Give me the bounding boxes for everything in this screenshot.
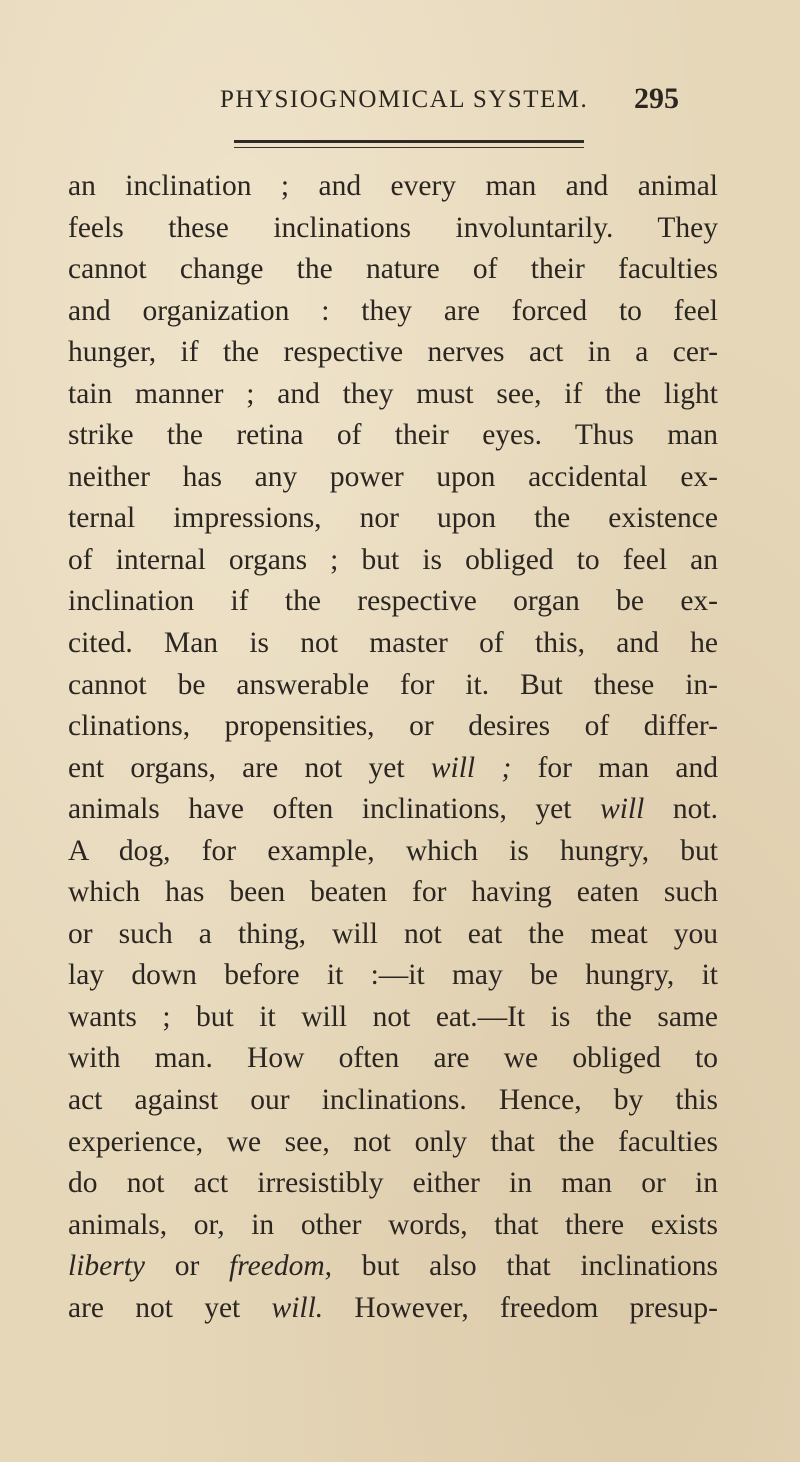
text-line: inclination if the respective organ be ex- xyxy=(68,585,718,618)
header-rule-thin xyxy=(234,147,584,148)
text-line: strike the retina of their eyes. Thus man xyxy=(68,419,718,452)
italic-segment: freedom, xyxy=(229,1250,332,1283)
text-line: with man. How often are we obliged to xyxy=(68,1042,718,1075)
text-segment: are not yet xyxy=(68,1291,272,1324)
text-segment: animals have often inclinations, yet xyxy=(68,793,601,826)
page-number: 295 xyxy=(634,82,679,115)
text-line: an inclination ; and every man and animal xyxy=(68,170,718,202)
text-line: or such a thing, will not eat the meat you xyxy=(68,917,718,950)
text-line: neither has any power upon accidental ex- xyxy=(68,460,718,493)
text-segment: for man and xyxy=(511,751,718,784)
text-line: act against our inclinations. Hence, by this xyxy=(68,1084,718,1117)
text-line: cited. Man is not master of this, and he xyxy=(68,627,718,660)
text-segment: or xyxy=(145,1250,230,1283)
italic-segment: will. xyxy=(271,1291,324,1324)
text-segment: but also that inclinations xyxy=(332,1250,718,1283)
text-line: ternal impressions, nor upon the existence xyxy=(68,502,718,535)
running-head xyxy=(220,82,720,126)
text-line: tain manner ; and they must see, if the light xyxy=(68,377,718,410)
text-line xyxy=(68,789,718,831)
italic-segment: liberty xyxy=(68,1250,146,1283)
text-line: hunger, if the respective nerves act in a cer- xyxy=(68,336,718,369)
text-line: feels these inclinations involuntarily. They xyxy=(68,211,718,244)
text-line: and organization : they are forced to feel xyxy=(68,294,718,327)
text-line: lay down before it :—it may be hungry, it xyxy=(68,959,718,992)
header-rule xyxy=(234,140,584,143)
text-line: animals, or, in other words, that there exists xyxy=(68,1208,718,1241)
text-line: of internal organs ; but is obliged to feel an xyxy=(68,543,718,576)
text-line: do not act irresistibly either in man or in xyxy=(68,1167,718,1200)
text-line xyxy=(68,1246,718,1288)
body-text xyxy=(68,166,718,1329)
text-segment: ent organs, are not yet xyxy=(68,751,431,784)
text-line: clinations, propensities, or desires of differ- xyxy=(68,710,718,743)
text-segment: not. xyxy=(644,793,718,826)
running-title: PHYSIOGNOMICAL SYSTEM. xyxy=(220,86,589,113)
text-line: wants ; but it will not eat.—It is the same xyxy=(68,1000,718,1033)
text-line xyxy=(68,1288,718,1330)
text-line: experience, we see, not only that the faculties xyxy=(68,1125,718,1158)
text-line: cannot change the nature of their faculties xyxy=(68,253,718,286)
text-line: cannot be answerable for it. But these in- xyxy=(68,668,718,701)
text-line: A dog, for example, which is hungry, but xyxy=(68,834,718,867)
text-line xyxy=(68,748,718,790)
text-segment: However, freedom presup- xyxy=(323,1291,718,1324)
italic-segment: will ; xyxy=(430,751,512,784)
italic-segment: will xyxy=(600,793,645,826)
text-line: which has been beaten for having eaten such xyxy=(68,876,718,909)
